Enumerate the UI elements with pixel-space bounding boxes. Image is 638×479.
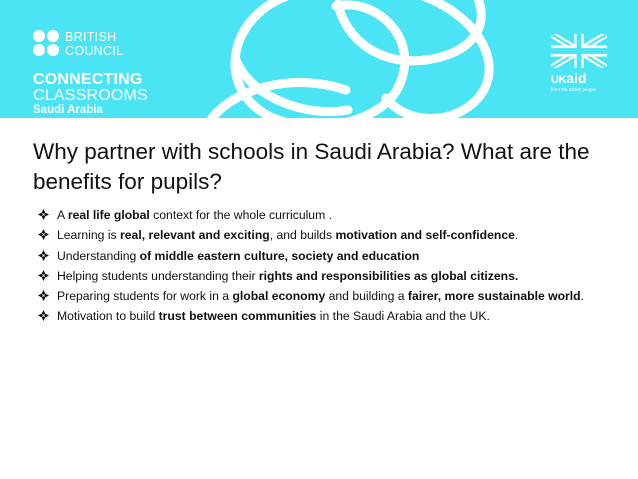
ukaid-tagline: from the British people (551, 87, 597, 92)
benefits-list (38, 206, 618, 328)
slide-title: Why partner with schools in Saudi Arabia? What are the benefits for pupils? (33, 139, 590, 194)
bullet-emphasis: of middle eastern culture, society and education (139, 248, 420, 263)
union-flag-icon (551, 34, 607, 68)
bullet-emphasis: global economy (232, 289, 326, 304)
list-item (38, 226, 618, 244)
bullet-emphasis: motivation and self-confidence (335, 228, 515, 243)
bullet-text: Understanding (57, 248, 140, 263)
ukaid-uk: UK (551, 74, 567, 86)
bullet-text: Helping students understanding their (57, 268, 259, 283)
list-item (38, 267, 618, 285)
diamond-bullet-icon (38, 290, 49, 301)
bullet-emphasis: rights and responsibilities as global citizens. (258, 268, 519, 283)
bullet-text: A (57, 208, 68, 222)
bullet-emphasis: real life global (67, 208, 150, 222)
british-council-dots-icon (33, 30, 61, 58)
bullet-emphasis: fairer, more sustainable world (407, 289, 581, 304)
list-item (38, 287, 618, 305)
bullet-text: Learning is (57, 228, 121, 243)
diamond-bullet-icon (38, 270, 49, 281)
bullet-text: in the Saudi Arabia and the UK. (316, 309, 490, 324)
bullet-text: and building a (325, 289, 408, 304)
british-council-line2: COUNCIL (65, 44, 124, 58)
bullet-emphasis: trust between communities (158, 309, 317, 324)
programme-country: Saudi Arabia (33, 104, 103, 116)
british-council-line1: BRITISH (65, 30, 117, 44)
list-item (38, 307, 618, 325)
programme-title: CONNECTING (33, 71, 143, 88)
bullet-text: , and builds (269, 228, 336, 243)
header-banner (0, 0, 638, 118)
bullet-text: Preparing students for work in a (57, 289, 233, 304)
bullet-emphasis: real, relevant and exciting (120, 228, 270, 243)
ukaid-aid: aid (566, 70, 587, 86)
diamond-bullet-icon (38, 229, 49, 240)
diamond-bullet-icon (38, 310, 49, 321)
bullet-text: context for the whole curriculum . (149, 208, 333, 222)
bullet-text: Motivation to build (57, 309, 159, 324)
programme-subtitle: CLASSROOMS (33, 87, 148, 104)
ukaid-wordmark (551, 71, 587, 88)
list-item (38, 247, 618, 265)
ukaid-logo (551, 34, 607, 96)
list-item (38, 206, 618, 224)
bullet-text: . (514, 228, 519, 243)
bullet-text: . (580, 289, 585, 304)
diamond-bullet-icon (38, 209, 49, 220)
diamond-bullet-icon (38, 250, 49, 261)
